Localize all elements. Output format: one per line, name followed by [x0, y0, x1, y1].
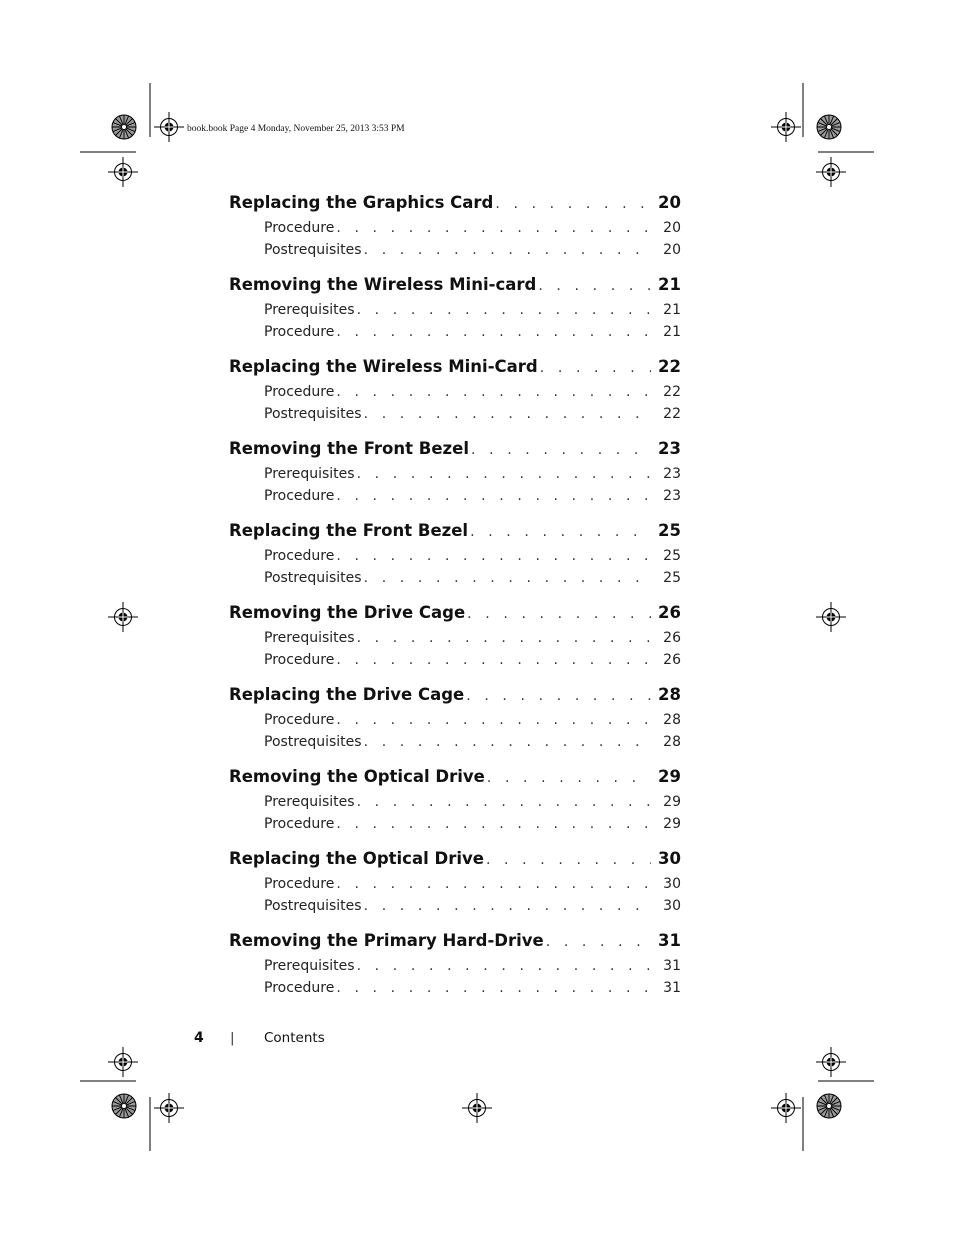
- toc-entry-page: 21: [658, 275, 681, 294]
- dot-leader: [487, 765, 651, 791]
- toc-entry-title: Removing the Front Bezel: [229, 439, 469, 458]
- toc-subentry-title: Procedure: [264, 324, 335, 340]
- toc-subentry-title: Prerequisites: [264, 466, 355, 482]
- toc-subentry-page: 22: [663, 384, 681, 400]
- toc-subentry[interactable]: [229, 813, 681, 835]
- registration-mark-icon: [154, 112, 184, 142]
- toc-subentry-title: Procedure: [264, 548, 335, 564]
- dot-leader: [364, 239, 651, 261]
- dot-leader: [336, 381, 651, 403]
- toc-entry[interactable]: [229, 354, 681, 380]
- dot-leader: [336, 977, 651, 999]
- dot-leader: [336, 485, 651, 507]
- toc-subentry-title: Procedure: [264, 876, 335, 892]
- toc-entry-title: Removing the Wireless Mini-card: [229, 275, 537, 294]
- toc-entry[interactable]: [229, 436, 681, 462]
- dot-leader: [364, 731, 651, 753]
- toc-section: [229, 436, 681, 507]
- toc-entry-page: 31: [658, 931, 681, 950]
- dot-leader: [467, 601, 651, 627]
- toc-subentry[interactable]: [229, 627, 681, 649]
- toc-subentry-title: Procedure: [264, 652, 335, 668]
- toc-entry-page: 26: [658, 603, 681, 622]
- toc-subentry-page: 23: [663, 488, 681, 504]
- dot-leader: [495, 191, 651, 217]
- toc-subentry-page: 25: [663, 548, 681, 564]
- toc-subentry[interactable]: [229, 567, 681, 589]
- footer-separator: |: [230, 1030, 235, 1046]
- toc-subentry-title: Prerequisites: [264, 958, 355, 974]
- toc-entry-title: Replacing the Front Bezel: [229, 521, 469, 540]
- toc-entry[interactable]: [229, 682, 681, 708]
- dot-leader: [336, 217, 651, 239]
- dot-leader: [357, 463, 651, 485]
- registration-mark-icon: [108, 157, 138, 187]
- toc-subentry[interactable]: [229, 463, 681, 485]
- toc-subentry-title: Prerequisites: [264, 302, 355, 318]
- toc-entry-title: Replacing the Graphics Card: [229, 193, 494, 212]
- table-of-contents: [229, 190, 681, 1010]
- dot-leader: [538, 273, 651, 299]
- toc-subentry[interactable]: [229, 217, 681, 239]
- toc-subentry[interactable]: [229, 299, 681, 321]
- toc-subentry[interactable]: [229, 709, 681, 731]
- toc-subentry-page: 31: [663, 958, 681, 974]
- dot-leader: [364, 403, 651, 425]
- dot-leader: [357, 299, 651, 321]
- dot-leader: [540, 355, 651, 381]
- toc-entry-page: 22: [658, 357, 681, 376]
- toc-entry-page: 25: [658, 521, 681, 540]
- toc-subentry[interactable]: [229, 977, 681, 999]
- toc-subentry-title: Procedure: [264, 488, 335, 504]
- dot-leader: [336, 321, 651, 343]
- toc-entry[interactable]: [229, 600, 681, 626]
- starburst-target-icon: [817, 1094, 841, 1118]
- page-number: 4: [194, 1030, 204, 1046]
- toc-entry[interactable]: [229, 272, 681, 298]
- toc-subentry-page: 23: [663, 466, 681, 482]
- dot-leader: [336, 873, 651, 895]
- print-slug: book.book Page 4 Monday, November 25, 2013 3:53 PM: [187, 124, 405, 134]
- toc-subentry-page: 20: [663, 242, 681, 258]
- toc-subentry[interactable]: [229, 321, 681, 343]
- toc-entry-page: 30: [658, 849, 681, 868]
- registration-mark-icon: [108, 602, 138, 632]
- toc-entry[interactable]: [229, 846, 681, 872]
- footer-section-label: Contents: [264, 1030, 325, 1046]
- toc-entry-page: 23: [658, 439, 681, 458]
- toc-section: [229, 928, 681, 999]
- dot-leader: [546, 929, 651, 955]
- dot-leader: [471, 437, 651, 463]
- toc-entry-page: 29: [658, 767, 681, 786]
- toc-subentry-title: Procedure: [264, 712, 335, 728]
- toc-section: [229, 518, 681, 589]
- toc-entry-title: Removing the Optical Drive: [229, 767, 485, 786]
- toc-subentry-page: 30: [663, 898, 681, 914]
- dot-leader: [357, 627, 651, 649]
- toc-entry[interactable]: [229, 190, 681, 216]
- toc-subentry-title: Postrequisites: [264, 406, 362, 422]
- toc-subentry-page: 26: [663, 630, 681, 646]
- starburst-target-icon: [817, 115, 841, 139]
- toc-subentry-title: Postrequisites: [264, 242, 362, 258]
- registration-mark-icon: [154, 1093, 184, 1123]
- toc-subentry-page: 30: [663, 876, 681, 892]
- toc-section: [229, 846, 681, 917]
- registration-mark-icon: [771, 112, 801, 142]
- toc-subentry-page: 21: [663, 324, 681, 340]
- dot-leader: [336, 813, 651, 835]
- toc-subentry[interactable]: [229, 649, 681, 671]
- toc-subentry-title: Postrequisites: [264, 570, 362, 586]
- registration-mark-icon: [771, 1093, 801, 1123]
- dot-leader: [470, 519, 651, 545]
- registration-mark-icon: [462, 1093, 492, 1123]
- toc-subentry-title: Prerequisites: [264, 794, 355, 810]
- toc-section: [229, 682, 681, 753]
- toc-entry-title: Removing the Primary Hard-Drive: [229, 931, 544, 950]
- dot-leader: [357, 955, 651, 977]
- toc-subentry[interactable]: [229, 955, 681, 977]
- dot-leader: [364, 895, 651, 917]
- dot-leader: [336, 709, 651, 731]
- dot-leader: [336, 545, 651, 567]
- dot-leader: [466, 683, 651, 709]
- toc-entry[interactable]: [229, 764, 681, 790]
- dot-leader: [357, 791, 651, 813]
- toc-subentry[interactable]: [229, 791, 681, 813]
- toc-entry[interactable]: [229, 928, 681, 954]
- page-footer: [0, 1030, 954, 1054]
- starburst-target-icon: [112, 1094, 136, 1118]
- toc-subentry[interactable]: [229, 239, 681, 261]
- toc-entry-title: Replacing the Drive Cage: [229, 685, 465, 704]
- toc-subentry-page: 29: [663, 794, 681, 810]
- toc-section: [229, 354, 681, 425]
- toc-subentry[interactable]: [229, 731, 681, 753]
- toc-subentry-title: Prerequisites: [264, 630, 355, 646]
- toc-subentry-title: Procedure: [264, 816, 335, 832]
- toc-subentry-page: 20: [663, 220, 681, 236]
- toc-subentry-page: 29: [663, 816, 681, 832]
- toc-subentry[interactable]: [229, 381, 681, 403]
- toc-subentry-title: Procedure: [264, 384, 335, 400]
- toc-section: [229, 272, 681, 343]
- toc-subentry-page: 21: [663, 302, 681, 318]
- toc-subentry-page: 22: [663, 406, 681, 422]
- toc-subentry-title: Postrequisites: [264, 734, 362, 750]
- toc-section: [229, 600, 681, 671]
- toc-subentry[interactable]: [229, 485, 681, 507]
- toc-subentry[interactable]: [229, 895, 681, 917]
- registration-mark-icon: [816, 157, 846, 187]
- toc-entry-page: 28: [658, 685, 681, 704]
- toc-entry-title: Replacing the Optical Drive: [229, 849, 484, 868]
- toc-subentry-title: Procedure: [264, 220, 335, 236]
- toc-subentry-page: 31: [663, 980, 681, 996]
- dot-leader: [336, 649, 651, 671]
- toc-entry-title: Replacing the Wireless Mini-Card: [229, 357, 538, 376]
- toc-subentry-page: 28: [663, 734, 681, 750]
- toc-subentry-page: 26: [663, 652, 681, 668]
- toc-subentry[interactable]: [229, 403, 681, 425]
- dot-leader: [486, 847, 651, 873]
- registration-mark-icon: [816, 602, 846, 632]
- starburst-target-icon: [112, 115, 136, 139]
- toc-subentry-title: Procedure: [264, 980, 335, 996]
- toc-entry-title: Removing the Drive Cage: [229, 603, 466, 622]
- toc-subentry-title: Postrequisites: [264, 898, 362, 914]
- toc-subentry-page: 28: [663, 712, 681, 728]
- toc-entry[interactable]: [229, 518, 681, 544]
- dot-leader: [364, 567, 651, 589]
- toc-section: [229, 190, 681, 261]
- toc-subentry[interactable]: [229, 873, 681, 895]
- toc-entry-page: 20: [658, 193, 681, 212]
- toc-subentry[interactable]: [229, 545, 681, 567]
- toc-section: [229, 764, 681, 835]
- toc-subentry-page: 25: [663, 570, 681, 586]
